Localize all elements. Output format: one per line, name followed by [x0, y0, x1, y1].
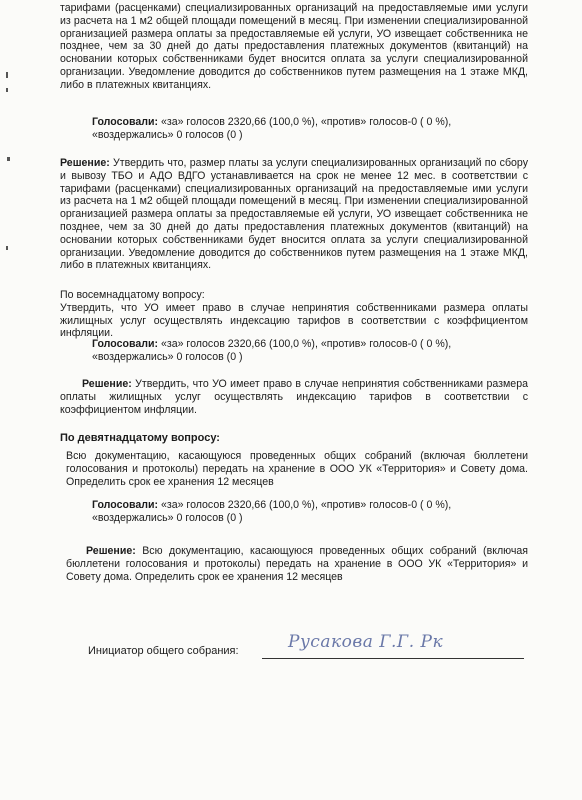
vote-text: «за» голосов 2320,66 (100,0 %), «против» голосов-0 ( 0 %), «воздержались» 0 голосов (0 ): [92, 499, 452, 524]
initiator-label: Инициатор общего собрания:: [88, 645, 239, 657]
vote-text: «за» голосов 2320,66 (100,0 %), «против» голосов-0 ( 0 %), «воздержались» 0 голосов (0 ): [92, 116, 452, 141]
question-19-heading: По девятнадцатому вопросу:: [60, 432, 220, 444]
vote-result-2: [92, 338, 512, 364]
paragraph-text: тарифами (расценками) специализированных организаций на предоставляемые ими услуги из расчета на 1 м2 общей площади помещений в месяц. При изменении специализированной организацией размера оплаты за предоставляемые ей услуги, УО извещает собственника не позднее, чем за 30 дней до даты предоставления платежных документов (квитанций) на основании которых собственниками будет вносится оплата за услуги специализированной организации. Уведомление доводится до собственников путем размещения на 1 этаже МКД, либо в платежных квитанциях.: [60, 2, 528, 91]
question-heading: По восемнадцатому вопросу:: [60, 289, 205, 301]
vote-label: Голосовали:: [92, 338, 159, 350]
decision-label: Решение:: [60, 157, 110, 169]
decision-label: Решение:: [86, 545, 136, 557]
decision-3: [66, 545, 528, 583]
question-18: [60, 289, 528, 340]
margin-mark: [6, 88, 8, 92]
question-19-text: Всю документацию, касающуюся проведенных общих собраний (включая бюллетени голосования и протоколы) передать на хранение в ООО УК «Территория» и Совету дома. Определить срок ее хранения 12 месяцев: [66, 450, 528, 488]
handwritten-signature: Русакова Г.Г. Рк: [288, 632, 444, 652]
vote-label: Голосовали:: [92, 499, 159, 511]
vote-label: Голосовали:: [92, 116, 159, 128]
decision-text: Утвердить, что УО имеет право в случае непринятия собственниками размера оплаты жилищных услуг осуществлять индексацию тарифов в соответствии с коэффициентом инфляции.: [60, 378, 528, 416]
decision-label: Решение:: [82, 378, 132, 390]
question-text: Утвердить, что УО имеет право в случае непринятия собственниками размера оплаты жилищных услуг осуществлять индексацию тарифов в соответствии с коэффициентом инфляции.: [60, 301, 528, 340]
vote-text: «за» голосов 2320,66 (100,0 %), «против» голосов-0 ( 0 %), «воздержались» 0 голосов (0 ): [92, 338, 452, 363]
signature-line: [262, 658, 524, 659]
paragraph-tariffs-continued: [60, 2, 528, 92]
decision-text: Утвердить что, размер платы за услуги специализированных организаций по сбору и вывозу ТБО и АДО ВДГО устанавливается на срок не менее 12 мес. в соответствии с тарифами (расценками) специализированных организаций на предоставляемые ими услуги из расчета на 1 м2 общей площади помещений в месяц. При изменении специализированной организацией размера оплаты за предоставляемые ей услуги, УО извещает собственника не позднее, чем за 30 дней до даты предоставления платежных документов (квитанций) на основании которых собственниками будет вносится оплата за услуги специализированной организации. Уведомление доводится до собственников путем размещения на 1 этаже МКД, либо в платежных квитанциях.: [60, 157, 528, 272]
decision-1: [60, 157, 528, 272]
vote-result-3: [92, 499, 512, 525]
decision-text: Всю документацию, касающуюся проведенных общих собраний (включая бюллетени голосования и протоколы) передать на хранение в ООО УК «Территория» и Совету дома. Определить срок ее хранения 12 месяцев: [66, 545, 528, 583]
margin-mark: [6, 246, 8, 250]
decision-2: [60, 378, 528, 416]
vote-result-1: [92, 116, 512, 142]
margin-mark: [6, 72, 8, 78]
margin-mark: [7, 157, 10, 161]
